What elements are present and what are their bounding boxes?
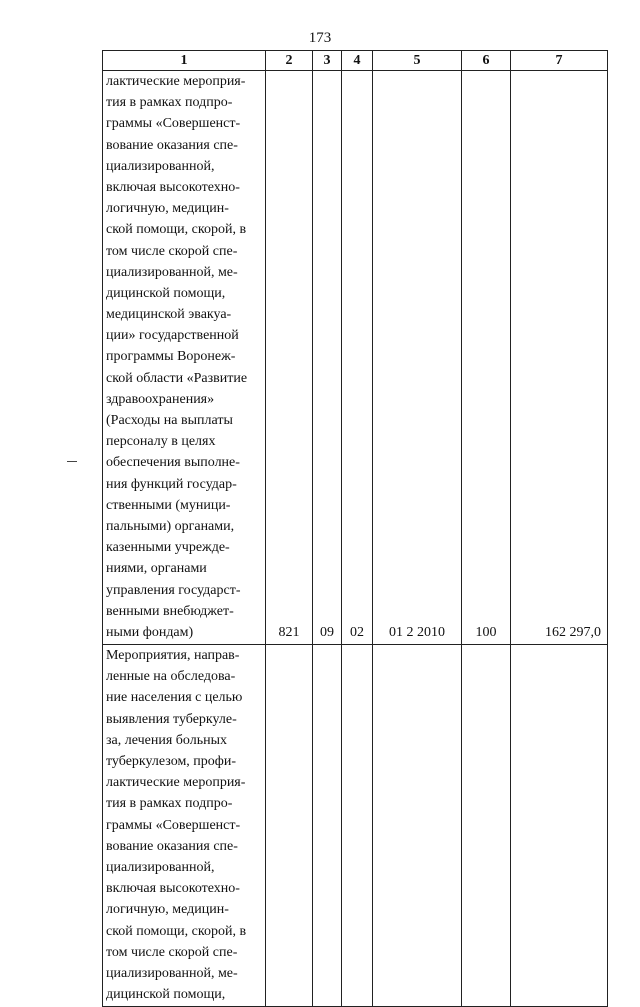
- description-line: обеспечения выполне-: [106, 455, 240, 471]
- description-line: медицинской эвакуа-: [106, 307, 232, 323]
- description-line: ственными (муници-: [106, 497, 231, 513]
- description-line: вование оказания спе-: [106, 137, 238, 153]
- description-line: ниями, органами: [106, 561, 207, 577]
- description-line: циализированной, ме-: [106, 965, 238, 981]
- description-line: Мероприятия, направ-: [106, 648, 240, 664]
- description-line: управления государст-: [106, 582, 241, 598]
- description-line: дицинской помощи,: [106, 987, 226, 1003]
- description-line: включая высокотехно-: [106, 179, 240, 195]
- description-line: программы Воронеж-: [106, 349, 236, 365]
- description-line: граммы «Совершенст-: [106, 116, 241, 132]
- col-header-1: 1: [103, 51, 266, 71]
- table-row: [103, 71, 608, 645]
- expense-type-code-cell: 100: [462, 71, 511, 645]
- description-line: здравоохранения»: [106, 391, 215, 407]
- description-line: ния функций государ-: [106, 476, 237, 492]
- ministry-code-cell: [266, 645, 313, 1007]
- col-header-6: 6: [462, 51, 511, 71]
- description-line: том числе скорой спе-: [106, 944, 238, 960]
- amount-cell: [511, 645, 608, 1007]
- target-article-code-cell: [373, 645, 462, 1007]
- subsection-code-cell: 02: [342, 71, 373, 645]
- col-header-7: 7: [511, 51, 608, 71]
- col-header-5: 5: [373, 51, 462, 71]
- margin-mark: [67, 461, 77, 462]
- description-line: циализированной,: [106, 859, 215, 875]
- section-code-cell: [313, 645, 342, 1007]
- description-cell: [103, 645, 266, 1007]
- description-line: лактические мероприя-: [106, 74, 246, 89]
- page-number: 173: [308, 30, 332, 46]
- description-line: дицинской помощи,: [106, 285, 226, 301]
- description-line: ленные на обследова-: [106, 669, 236, 685]
- header-row: [103, 51, 608, 71]
- description-line: тия в рамках подпро-: [106, 95, 233, 111]
- col-header-4: 4: [342, 51, 373, 71]
- expense-type-code-cell: [462, 645, 511, 1007]
- description-line: пальными) органами,: [106, 518, 235, 534]
- col-header-3: 3: [313, 51, 342, 71]
- description-line: ской помощи, скорой, в: [106, 222, 247, 238]
- description-line: за, лечения больных: [106, 732, 227, 748]
- description-line: циализированной,: [106, 158, 215, 174]
- target-article-code-cell: 01 2 2010: [373, 71, 462, 645]
- description-line: персоналу в целях: [106, 434, 216, 450]
- description-line: ской помощи, скорой, в: [106, 923, 247, 939]
- table-row: [103, 645, 608, 1007]
- description-line: выявления туберкуле-: [106, 711, 237, 727]
- ministry-code-cell: 821: [266, 71, 313, 645]
- budget-table: [102, 50, 608, 1007]
- description-line: венными внебюджет-: [106, 603, 234, 619]
- description-line: логичную, медицин-: [106, 902, 229, 918]
- amount-cell: 162 297,0: [511, 71, 608, 645]
- description-line: включая высокотехно-: [106, 881, 240, 897]
- description-line: ции» государственной: [106, 328, 239, 344]
- description-line: ской области «Развитие: [106, 370, 248, 386]
- description-line: тия в рамках подпро-: [106, 796, 233, 812]
- description-cell: [103, 71, 266, 645]
- section-code-cell: 09: [313, 71, 342, 645]
- description-line: (Расходы на выплаты: [106, 413, 233, 428]
- description-line: ние населения с целью: [106, 690, 243, 706]
- description-line: том числе скорой спе-: [106, 243, 238, 259]
- description-line: туберкулезом, профи-: [106, 754, 237, 769]
- description-line: циализированной, ме-: [106, 264, 238, 280]
- description-line: лактические мероприя-: [106, 775, 246, 791]
- col-header-2: 2: [266, 51, 313, 71]
- description-line: вование оказания спе-: [106, 838, 238, 854]
- subsection-code-cell: [342, 645, 373, 1007]
- description-line: логичную, медицин-: [106, 201, 229, 217]
- description-line: казенными учрежде-: [106, 540, 230, 556]
- description-line: граммы «Совершенст-: [106, 817, 241, 833]
- description-line: ными фондам): [106, 624, 194, 640]
